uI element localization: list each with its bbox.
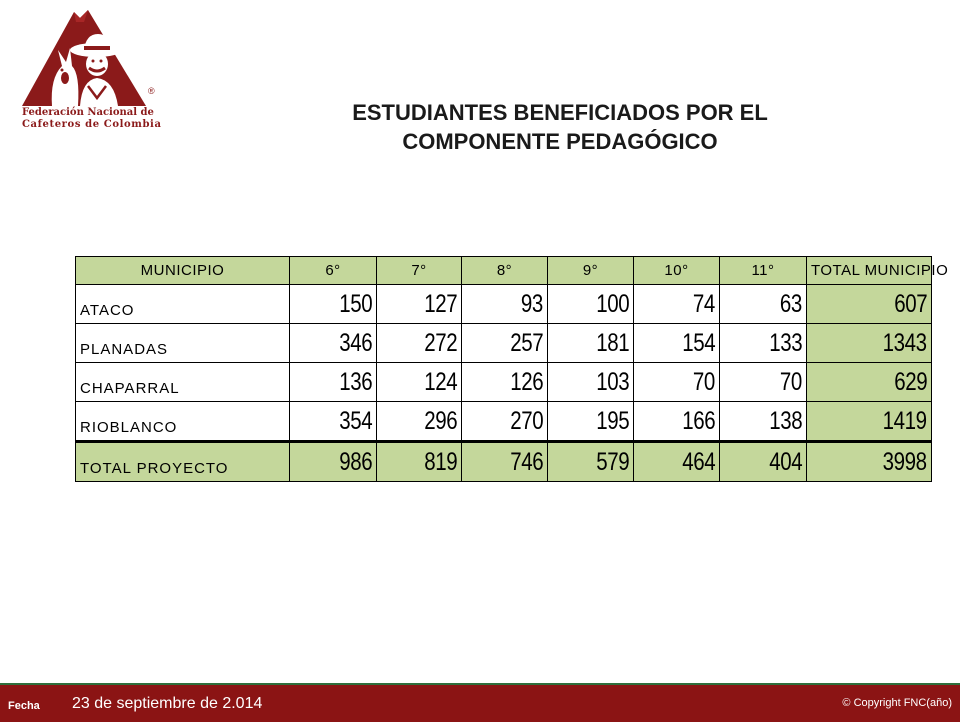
header-grade-8: 8°	[462, 257, 548, 285]
cell-grade-9	[548, 402, 634, 442]
cell-grade-8	[462, 442, 548, 482]
value: 133	[769, 328, 802, 357]
header-grade-9: 9°	[548, 257, 634, 285]
table-row	[76, 285, 932, 324]
header-grade-10: 10°	[634, 257, 720, 285]
value: 354	[339, 406, 372, 435]
cell-grade-7	[377, 285, 462, 324]
logo-line-2: Cafeteros de Colombia	[22, 119, 162, 130]
value: 746	[510, 447, 543, 476]
cell-total	[807, 285, 932, 324]
value: 166	[682, 406, 715, 435]
value: 103	[596, 367, 629, 396]
cell-municipio: PLANADAS	[76, 324, 290, 363]
header-grade-7: 7°	[377, 257, 462, 285]
cell-grade-8	[462, 324, 548, 363]
title-line-2: COMPONENTE PEDAGÓGICO	[402, 129, 718, 154]
value: 464	[682, 447, 715, 476]
header-municipio: MUNICIPIO	[76, 257, 290, 285]
value: 93	[521, 289, 543, 318]
cell-grade-11	[720, 285, 807, 324]
header-total-municipio: TOTAL MUNICIPIO	[807, 257, 932, 285]
value: 346	[339, 328, 372, 357]
value: 100	[596, 289, 629, 318]
registered-mark: ®	[148, 86, 155, 96]
footer-date: 23 de septiembre de 2.014	[72, 695, 263, 712]
value: 404	[769, 447, 802, 476]
cell-grade-11	[720, 363, 807, 402]
cell-grade-10	[634, 363, 720, 402]
fnc-logo	[14, 8, 162, 133]
value: 3998	[883, 447, 927, 476]
cell-grade-8	[462, 402, 548, 442]
cell-grade-10	[634, 402, 720, 442]
cell-grade-8	[462, 285, 548, 324]
value: 296	[424, 406, 457, 435]
cell-grade-6	[290, 402, 377, 442]
cell-total	[807, 442, 932, 482]
cell-grade-11	[720, 442, 807, 482]
header-grade-11: 11°	[720, 257, 807, 285]
cell-grade-7	[377, 402, 462, 442]
value: 136	[339, 367, 372, 396]
cell-grade-10	[634, 285, 720, 324]
value: 257	[510, 328, 543, 357]
table-row	[76, 324, 932, 363]
table-row	[76, 363, 932, 402]
total-proyecto-row	[76, 442, 932, 482]
page-title	[290, 98, 830, 156]
footer-date-label: Fecha	[8, 700, 40, 712]
cell-total	[807, 363, 932, 402]
cell-grade-9	[548, 324, 634, 363]
value: 127	[424, 289, 457, 318]
juan-valdez-mountain-icon	[14, 8, 154, 108]
value: 124	[424, 367, 457, 396]
table-row	[76, 402, 932, 442]
cell-grade-7	[377, 363, 462, 402]
cell-grade-10	[634, 324, 720, 363]
value: 138	[769, 406, 802, 435]
value: 986	[339, 447, 372, 476]
value: 579	[596, 447, 629, 476]
value: 1343	[883, 328, 927, 357]
title-line-1: ESTUDIANTES BENEFICIADOS POR EL	[352, 100, 768, 125]
value: 1419	[883, 406, 927, 435]
value: 63	[780, 289, 802, 318]
cell-grade-11	[720, 402, 807, 442]
cell-municipio: RIOBLANCO	[76, 402, 290, 442]
cell-grade-6	[290, 324, 377, 363]
table-header-row	[76, 257, 932, 285]
cell-grade-6	[290, 285, 377, 324]
cell-grade-9	[548, 363, 634, 402]
cell-grade-6	[290, 363, 377, 402]
value: 126	[510, 367, 543, 396]
footer-copyright: © Copyright FNC(año)	[842, 697, 952, 709]
logo-text	[22, 107, 162, 131]
cell-total	[807, 402, 932, 442]
cell-grade-9	[548, 442, 634, 482]
value: 70	[693, 367, 715, 396]
cell-grade-8	[462, 363, 548, 402]
value: 195	[596, 406, 629, 435]
students-table	[75, 256, 949, 482]
cell-grade-7	[377, 324, 462, 363]
cell-grade-10	[634, 442, 720, 482]
value: 270	[510, 406, 543, 435]
value: 70	[780, 367, 802, 396]
cell-grade-7	[377, 442, 462, 482]
cell-total	[807, 324, 932, 363]
header-grade-6: 6°	[290, 257, 377, 285]
value: 607	[894, 289, 927, 318]
logo-line-1: Federación Nacional de	[22, 107, 154, 118]
cell-grade-9	[548, 285, 634, 324]
value: 150	[339, 289, 372, 318]
cell-municipio: CHAPARRAL	[76, 363, 290, 402]
value: 181	[596, 328, 629, 357]
value: 272	[424, 328, 457, 357]
value: 154	[682, 328, 715, 357]
cell-municipio: ATACO	[76, 285, 290, 324]
value: 819	[424, 447, 457, 476]
cell-municipio: TOTAL PROYECTO	[76, 442, 290, 482]
cell-grade-11	[720, 324, 807, 363]
value: 629	[894, 367, 927, 396]
cell-grade-6	[290, 442, 377, 482]
value: 74	[693, 289, 715, 318]
footer-bar	[0, 683, 960, 722]
